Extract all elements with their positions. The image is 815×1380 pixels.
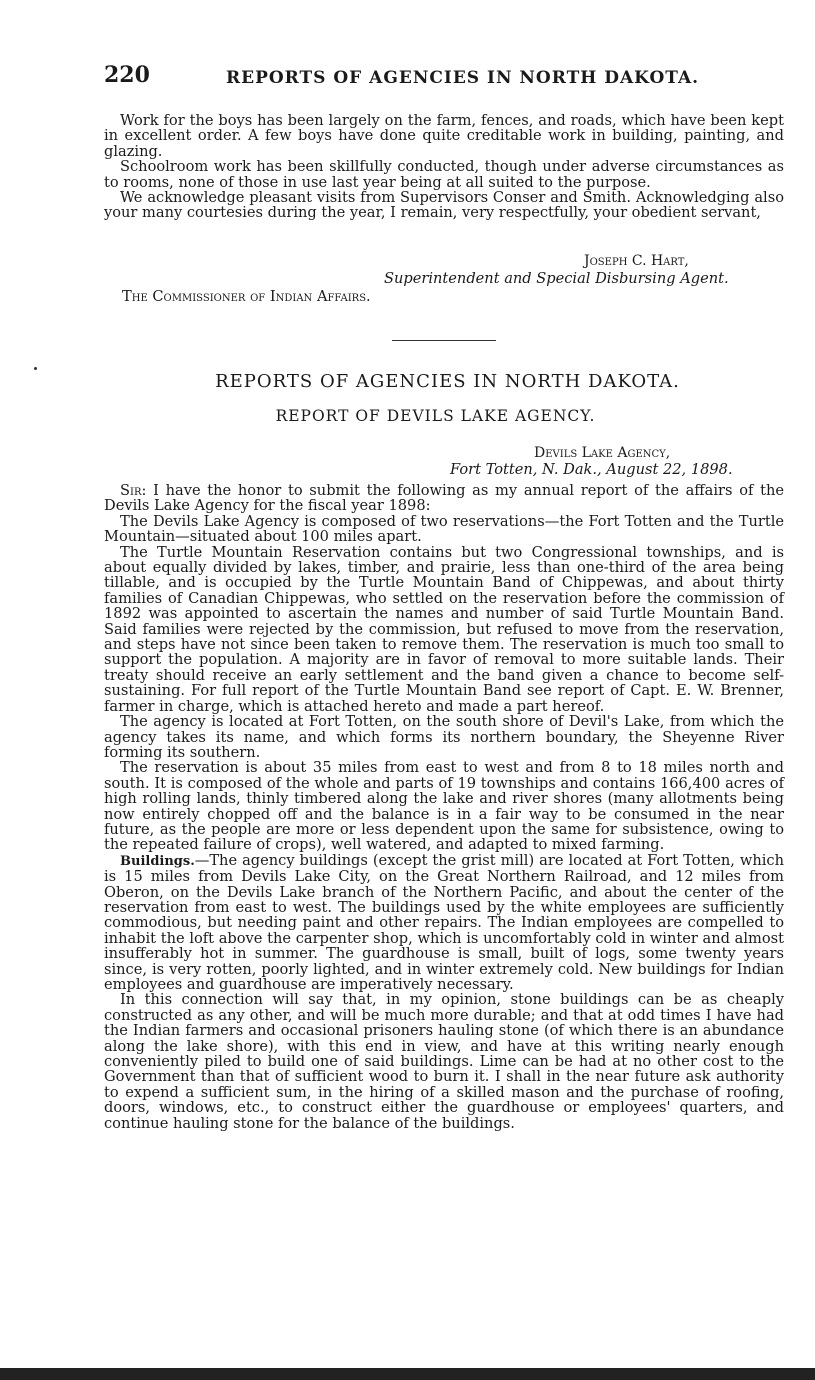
report-subtitle: REPORT OF DEVILS LAKE AGENCY.: [275, 407, 596, 425]
section-title: REPORTS OF AGENCIES IN NORTH DAKOTA.: [215, 371, 680, 392]
buildings-heading: Buildings.: [120, 853, 195, 869]
page-number: 220: [104, 62, 150, 88]
intro-text: I have the honor to submit the following as my annual report of the affairs of the Devils Lake Agency for the fiscal year 1898:: [104, 482, 785, 515]
report-body: [104, 483, 784, 1131]
paragraph-turtle-mountain: The Turtle Mountain Reservation contains but two Congressional townships, and is about equally divided by lakes, timber, and prairie, less than one-third of the area being tillable, and is occupied by the Turtle Mountain Band of Chippewas, and about thirty families of Canadian Chippewas, who settled on the reservation before the commission of 1892 was appointed to ascertain the names and number of said Turtle Mountain Band. Said families were rejected by the commission, but refused to move from the reservation, and steps have not since been taken to remove them. The reservation is much too small to support the population. A majority are in favor of removal to more suitable lands. Their treaty should receive an early settlement and the band given a chance to become self-sustaining. For full report of the Turtle Mountain Band see report of Capt. E. W. Brenner, farmer in charge, which is attached hereto and made a part hereof.: [104, 543, 784, 715]
scan-bottom-edge: [0, 1368, 815, 1380]
paragraph-reservation-size: The reservation is about 35 miles from east to west and from 8 to 18 miles north and south. It is composed of the whole and parts of 19 townships and contains 166,400 acres of high rolling lands, thinly timbered along the lake and river shores (many allotments being now entirely chopped off and the balance is in a fair way to be consumed in the near future, as the people are more or less dependent upon the same for subsistence, owing to the repeated failure of crops), well watered, and adapted to mixed farming.: [104, 759, 784, 854]
addressee: The Commissioner of Indian Affairs.: [122, 288, 371, 305]
paragraph-stone-buildings: In this connection will say that, in my opinion, stone buildings can be as cheaply constructed as any other, and will be much more durable; and that at odd times I have had the Indian farmers and occasional prisoners hauling stone (of which there is an abundance along the lake shore), with this end in view, and have at this writing nearly enough conveniently piled to build one of said buildings. Lime can be had at no other cost to the Government than that of sufficient wood to burn it. I shall in the near future ask authority to expend a sufficient sum, in the hiring of a skilled mason and the purchase of roofing, doors, windows, etc., to construct either the guardhouse or employees' quarters, and continue hauling stone for the balance of the buildings.: [104, 991, 784, 1132]
paragraph-acknowledgement: We acknowledge pleasant visits from Supervisors Conser and Smith. Acknowledging also your many courtesies during the year, I remain, very respectfully, your obedient servant,: [104, 189, 784, 222]
top-paragraphs: [104, 113, 784, 221]
paragraph-schoolroom: Schoolroom work has been skillfully conducted, though under adverse circumstances as to rooms, none of those in use last year being at all suited to the purpose.: [104, 158, 784, 191]
section-divider: [392, 340, 496, 341]
dateline-place-date: Fort Totten, N. Dak., August 22, 1898.: [450, 461, 733, 478]
dateline-agency: Devils Lake Agency,: [534, 445, 671, 461]
paragraph-intro: [104, 483, 784, 514]
paragraph-boys-work: Work for the boys has been largely on the farm, fences, and roads, which have been kept in excellent order. A few boys have done quite creditable work in building, painting, and glazing.: [104, 112, 784, 160]
page-header: [104, 62, 784, 92]
paragraph-reservations: The Devils Lake Agency is composed of two reservations—the Fort Totten and the Turtle Mountain—situated about 100 miles apart.: [104, 512, 784, 546]
signature-name: Joseph C. Hart,: [584, 253, 689, 269]
buildings-text: —The agency buildings (except the grist mill) are located at Fort Totten, which is 15 miles from Devils Lake City, on the Great Northern Railroad, and 12 miles from Oberon, on the Devils Lake branch of the Northern Pacific, and about the center of the reservation from east to west. The buildings used by the white employees are sufficiently commodious, but needing paint and other repairs. The Indian employees are compelled to inhabit the loft above the carpenter shop, which is uncomfortably cold in winter and almost insufferably hot in summer. The guardhouse is small, built of logs, some twenty years since, is very rotten, poorly lighted, and in winter extremely cold. New buildings for Indian employees and guardhouse are imperatively necessary.: [104, 851, 784, 993]
signature-title: Superintendent and Special Disbursing Agent.: [384, 270, 729, 287]
running-head: REPORTS OF AGENCIES IN NORTH DAKOTA.: [226, 68, 700, 88]
paragraph-agency-location: The agency is located at Fort Totten, on the south shore of Devil's Lake, from which the agency takes its name, and which forms its northern boundary, the Sheyenne River forming its southern.: [104, 713, 784, 761]
salutation: Sir:: [120, 482, 147, 499]
scan-speck: [34, 367, 37, 370]
paragraph-buildings: [104, 853, 784, 993]
